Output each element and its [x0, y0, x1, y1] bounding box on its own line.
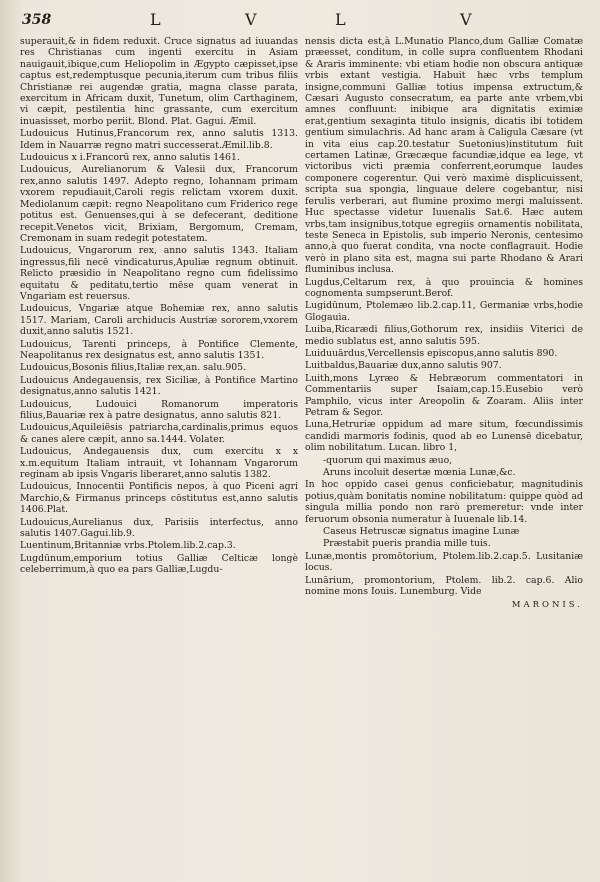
dictionary-entry: Ludouicus,Bosonis filius,Italiæ rex,an. salu.905.	[20, 362, 247, 374]
dictionary-entry: Luiduuārdus,Vercellensis episcopus,anno salutis 890.	[305, 347, 558, 359]
dictionary-entry: In hoc oppido casei genus conficiebatur, magnitudinis potius,quàm bonitatis nomine nobilitatum: quippe quòd ad singula millia pondo non rarò premeretur: vnde inter feruorum obsonia numeratur à Iuuenale lib.14.	[305, 479, 583, 525]
dictionary-entry: Ludouicus, Aurelianorum & Valesii dux, Francorum rex,anno salutis 1497. Adepto regno, Iohannam primam vxorem repudiauit,Caroli regis relictam vxorem duxit. Mediolanum cæpit: regno Neapolitano cum Friderico rege potitus est. Genuenses,qui à se defecerant, deditione recepit.Venetos vicit, Brixiam, Bergomum, Cremam, Cremonam in suam redegit potestatem.	[20, 164, 298, 244]
dictionary-entry: superauit,& in fidem reduxit. Cruce signatus ad iuuandas res Christianas cum ingenti exercitu in Asiam nauigauit,ibique,cum Heliopolim in Ægypto cæpisset,ipse captus est,redemptusque pecunia,iterum cum tribus filiis Christianæ rei augendæ gratia, magna classe parata, exercitum in Africam duxit, Tunetum, olim Carthaginem, vi cæpit, pestilentia hinc grassante, cum exercitum inuasisset, morbo periit. Blond. Plat. Gagui. Æmil.	[20, 36, 298, 127]
running-header	[0, 10, 600, 32]
dictionary-entry: Ludouicus, Ludouici Romanorum imperatoris filius,Bauariæ rex à patre designatus, anno salutis 821.	[20, 398, 298, 421]
verse-line: Aruns incoluit desertæ mœnia Lunæ,&c.	[323, 467, 516, 479]
dictionary-entry: Luentinum,Britanniæ vrbs.Ptolem.lib.2.cap.3.	[20, 540, 236, 552]
running-head-2: V	[245, 10, 259, 29]
dictionary-entry: nensis dicta est,à L.Munatio Planco,dum Galliæ Comatæ præesset, conditum, in colle supra confluentem Rhodani & Araris imminente: vbi etiam hodie non obscura antiquæ vrbis extant vestigia. Habuit hæc vrbs templum insigne,communi Galliæ totius impensa extructum,& Cæsari Augusto consecratum, ea parte ante vrbem,vbi amnes confluunt: inibique ara dignitatis eximiæ erat,gentium sexaginta titulo insignis, dicatis ibi totidem gentium simulachris. Ad hanc aram à Caligula Cæsare (vt in vita eius cap.20.testatur Suetonius)institutum fuit certamen Latinæ, Græcæque facundiæ,idque ea lege, vt victoribus victi præmia conferrent,eorumque laudes componere cogerentur. Qui verò maximè displicuissent, scripta sua spongia, linguaue delere cogebantur, nisi ferulis verberari, aut flumine proximo mergi maluissent. Huc spectasse videtur Iuuenalis Sat.6. Hæc autem vrbs,tam insignibus,totque egregiis ornamentis nobilitata, teste Seneca in Epistolis, sub imperio Neronis, centesimo anno,à quo fuerat condita, vna nocte conflagrauit. Hodie verò in plano sita est, magna sui parte Rhodano & Arari fluminibus inclusa.	[305, 36, 583, 276]
page-number: 358	[22, 12, 52, 28]
dictionary-entry: Ludouicus Hutinus,Francorum rex, anno salutis 1313. Idem in Nauarræ regno matri successerat.Æmil.lib.8.	[20, 128, 298, 151]
dictionary-entry: Ludouicus, Tarenti princeps, à Pontifice Clemente, Neapolitanus rex designatus est, anno salutis 1351.	[20, 338, 298, 361]
verse-line: Præstabit pueris prandia mille tuis.	[323, 538, 491, 550]
right-column	[305, 36, 583, 611]
dictionary-entry: Ludouicus, Vngariæ atque Bohemiæ rex, anno salutis 1517. Mariam, Caroli archiducis Austriæ sororem,vxorem duxit,anno salutis 1521.	[20, 303, 298, 338]
running-head-1: L	[150, 10, 163, 29]
dictionary-entry: Luna,Hetruriæ oppidum ad mare situm, fœcundissimis candidi marmoris fodinis, quod ab eo Lunensē dicebatur, olim nobilitatum. Lucan. libro 1,	[305, 419, 583, 454]
dictionary-entry: Ludouicus,Aurelianus dux, Parisiis interfectus, anno salutis 1407.Gagui.lib.9.	[20, 516, 298, 540]
left-column	[20, 36, 298, 577]
dictionary-entry: Lugdus,Celtarum rex, à quo prouincia & homines cognomenta sumpserunt.Berof.	[305, 276, 583, 299]
running-head-3: L	[335, 10, 348, 29]
dictionary-entry: Luitbaldus,Bauariæ dux,anno salutis 907.	[305, 360, 502, 372]
dictionary-entry: Ludouicus x i.Francorū rex, anno salutis 1461.	[20, 152, 240, 164]
dictionary-entry: Lugdūnum,emporium totius Galliæ Celticæ longè celeberrimum,à quo ea pars Galliæ,Lugdu-	[20, 552, 298, 576]
dictionary-entry: Lunæ,montis promōtorium, Ptolem.lib.2.cap.5. Lusitaniæ locus.	[305, 550, 583, 574]
catchword: MARONIS.	[511, 599, 583, 610]
verse-line: -quorum qui maximus æuo,	[323, 454, 453, 466]
verse-line: Caseus Hetruscæ signatus imagine Lunæ	[323, 526, 520, 538]
running-head-4: V	[460, 10, 474, 29]
dictionary-entry: Ludouicus, Innocentii Pontificis nepos, à quo Piceni agri Marchio,& Firmanus princeps cōstitutus est,anno salutis 1406.Plat.	[20, 481, 298, 516]
dictionary-entry: Luith,mons Lyræo & Hebræorum commentatori in Commentariis super Isaiam,cap.15.Eusebio verò Pamphilo, vicus inter Areopolin & Zoaram. Aliis inter Petram & Segor.	[305, 372, 583, 418]
dictionary-entry: Ludouicus,Aquileiēsis patriarcha,cardinalis,primus equos & canes alere cæpit, anno sa.1444. Volater.	[20, 422, 298, 445]
dictionary-entry: Ludouicus Andegauensis, rex Siciliæ, à Pontifice Martino designatus,anno salutis 1421.	[20, 374, 298, 398]
dictionary-entry: Lunārium, promontorium, Ptolem. lib.2. cap.6. Alio nomine mons Iouis. Lunemburg. Vide	[305, 574, 583, 598]
dictionary-entry: Luiba,Ricarædi filius,Gothorum rex, insidiis Viterici de medio sublatus est, anno salutis 595.	[305, 324, 583, 347]
dictionary-entry: Lugidūnum, Ptolemæo lib.2.cap.11, Germaniæ vrbs,hodie Glogauia.	[305, 300, 583, 323]
dictionary-entry: Ludouicus, Andegauensis dux, cum exercitu x x x.m.equitum Italiam intrauit, vt Iohannam Vngarorum reginam ab ipsis Vngaris liberaret,anno salutis 1382.	[20, 446, 298, 481]
dictionary-entry: Ludouicus, Vngarorum rex, anno salutis 1343. Italiam ingressus,fili necē vindicaturus,Apuliæ regnum obtinuit. Relicto præsidio in Neapolitano regno cum fidelissimo equitatu & peditatu,tertio mēse quam venerat in Vngariam est reuersus.	[20, 245, 298, 302]
